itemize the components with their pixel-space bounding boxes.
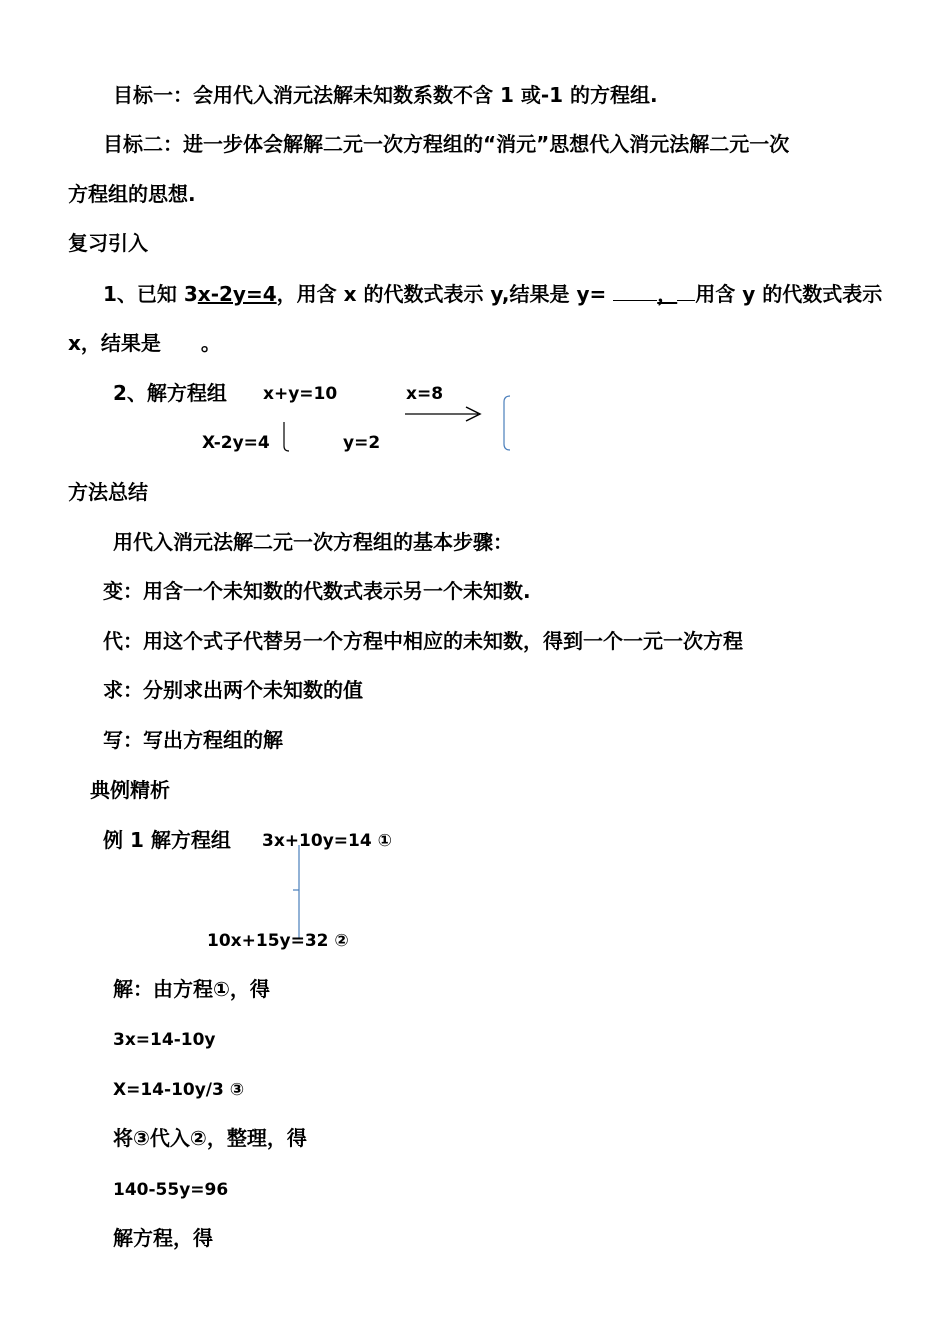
method-intro: 用代入消元法解二元一次方程组的基本步骤：: [113, 530, 513, 554]
q1-equation: x-2y=4: [197, 282, 277, 306]
example-label: 例 1 解方程组: [103, 828, 231, 852]
solution-line: 140-55y=96: [113, 1180, 229, 1200]
q2-equation-2: X-2y=4: [202, 433, 270, 453]
example-heading: 典例精析: [90, 778, 170, 802]
q1-suffix: 用含 y 的代数式表示: [695, 282, 883, 306]
question-2-label: 2、解方程组: [113, 381, 227, 405]
q2-solution-x: x=8: [406, 384, 444, 404]
system-brace-q2: [284, 422, 289, 451]
q2-equation-1: x+y=10: [263, 384, 338, 404]
review-heading: 复习引入: [68, 231, 148, 255]
goal-two-line2: 方程组的思想.: [68, 182, 196, 206]
solution-line: 将③代入②，整理，得: [113, 1126, 307, 1150]
question-1-line2: x，结果是 。: [68, 331, 221, 355]
example-equation-1: 3x+10y=14 ①: [262, 831, 392, 851]
solution-line: 3x=14-10y: [113, 1030, 216, 1050]
method-heading: 方法总结: [68, 480, 148, 504]
q1-prefix: 1、已知 3: [103, 282, 198, 306]
goal-two-line1: 目标二：进一步体会解解二元一次方程组的“消元”思想代入消元法解二元一次: [103, 132, 790, 156]
q1-mid: ，用含 x 的代数式表示 y,结果是 y=: [276, 282, 607, 306]
method-step: 变：用含一个未知数的代数式表示另一个未知数.: [103, 579, 531, 603]
solution-line: X=14-10y/3 ③: [113, 1080, 245, 1100]
solution-line: 解：由方程①，得: [113, 977, 270, 1001]
solution-brace: [504, 396, 510, 450]
method-step: 写：写出方程组的解: [103, 728, 283, 752]
q2-solution-y: y=2: [343, 433, 381, 453]
q1-comma: ，: [657, 282, 678, 306]
example-equation-2: 10x+15y=32 ②: [207, 931, 349, 951]
method-step: 代：用这个式子代替另一个方程中相应的未知数，得到一个一元一次方程: [103, 629, 743, 653]
goal-one: 目标一：会用代入消元法解未知数系数不含 1 或-1 的方程组.: [113, 83, 658, 107]
solution-line: 解方程，得: [113, 1226, 213, 1250]
method-step: 求：分别求出两个未知数的值: [103, 678, 363, 702]
